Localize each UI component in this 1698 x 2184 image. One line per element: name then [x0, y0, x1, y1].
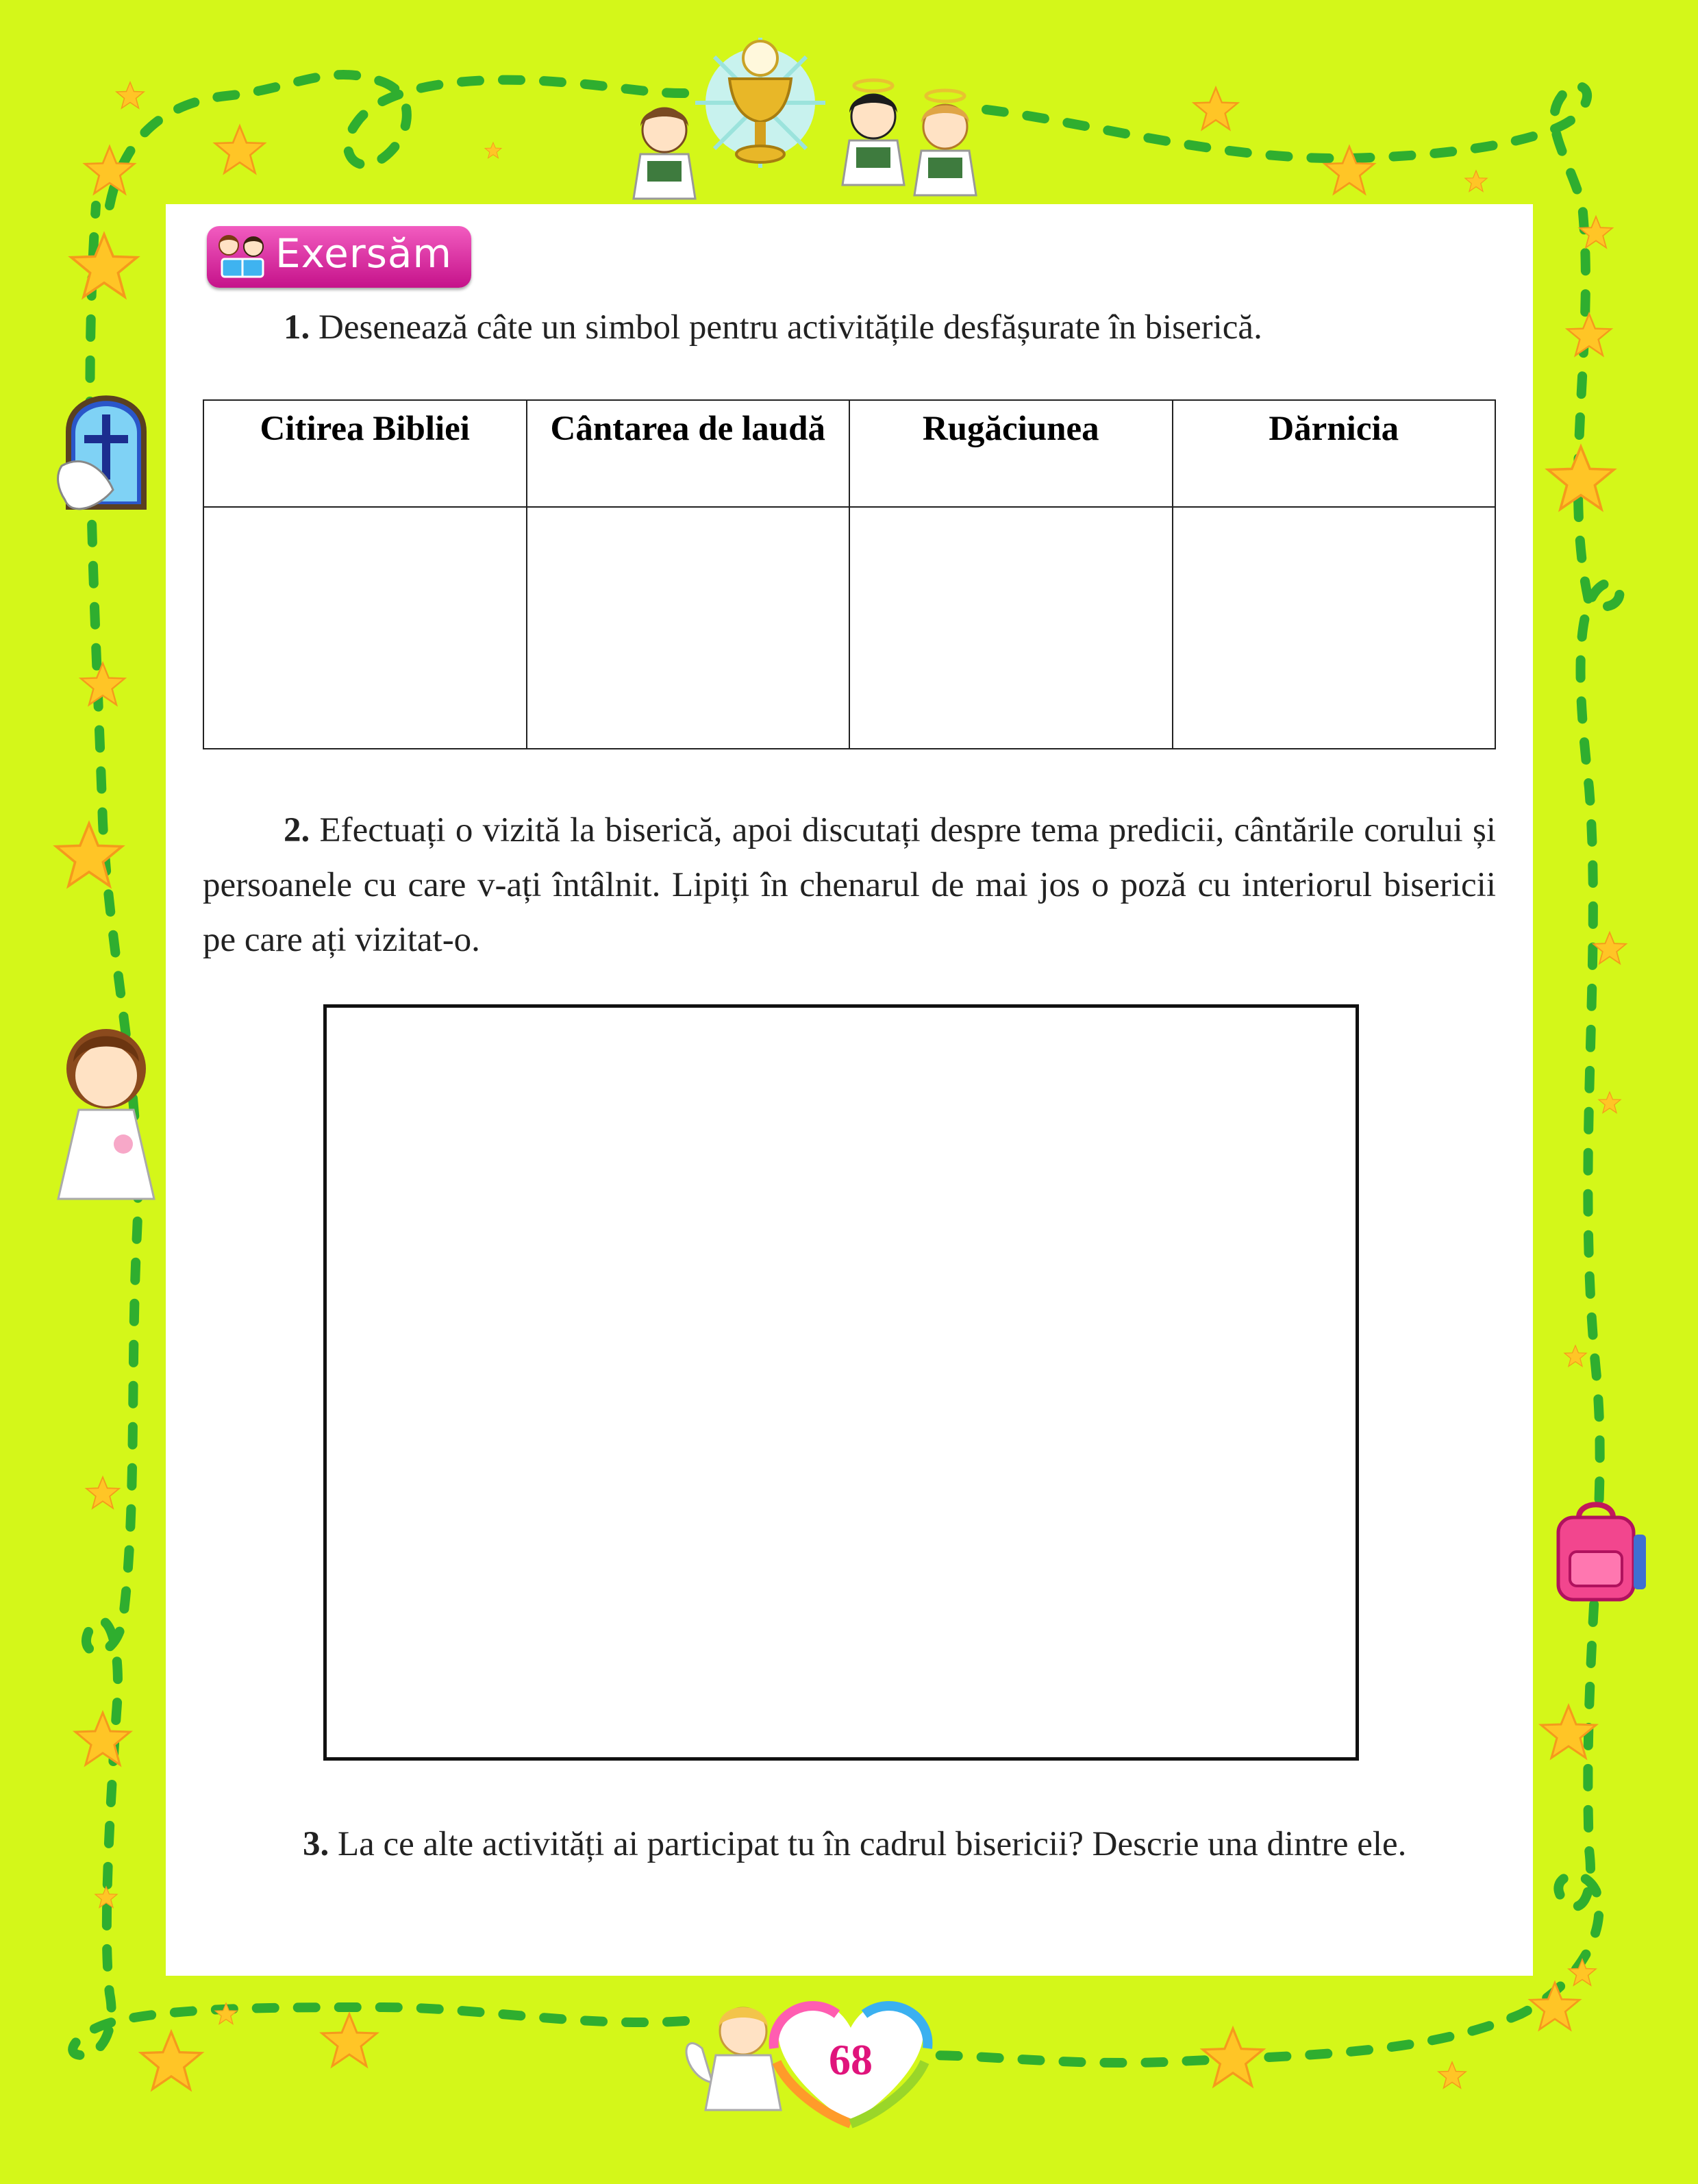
table-header-cell: Cântarea de laudă [527, 400, 850, 507]
photo-frame[interactable] [323, 1004, 1359, 1761]
section-title: Exersăm [275, 230, 452, 277]
task-3 [203, 1817, 1496, 1872]
drawing-cell[interactable] [527, 507, 850, 749]
table-header-row [203, 400, 1495, 507]
reading-children-icon [212, 232, 271, 282]
table-header-cell: Dărnicia [1173, 400, 1496, 507]
drawing-cell[interactable] [849, 507, 1173, 749]
drawing-cell[interactable] [1173, 507, 1496, 749]
task-1 [284, 300, 1262, 355]
table-header-cell: Rugăciunea [849, 400, 1173, 507]
page-number: 68 [829, 2035, 873, 2084]
task-number: 2. [284, 811, 310, 849]
task-text: Efectuați o vizită la biserică, apoi discutați despre tema predicii, cântările corului și persoanele cu care v-ați întâlnit. Lipiți în chenarul de mai jos o poză cu interiorul bisericii pe care ați vizitat-o. [203, 811, 1496, 959]
section-badge [207, 226, 471, 288]
drawing-cell[interactable] [203, 507, 527, 749]
task-text: Desenează câte un simbol pentru activitățile desfășurate în biserică. [319, 308, 1262, 347]
task-2 [203, 803, 1496, 967]
table-header-cell: Citirea Bibliei [203, 400, 527, 507]
drawing-row [203, 507, 1495, 749]
activities-table [203, 399, 1496, 749]
task-number: 1. [284, 308, 310, 347]
task-number: 3. [303, 1825, 329, 1863]
task-text: La ce alte activități ai participat tu în cadrul bisericii? Descrie una dintre ele. [338, 1825, 1407, 1863]
